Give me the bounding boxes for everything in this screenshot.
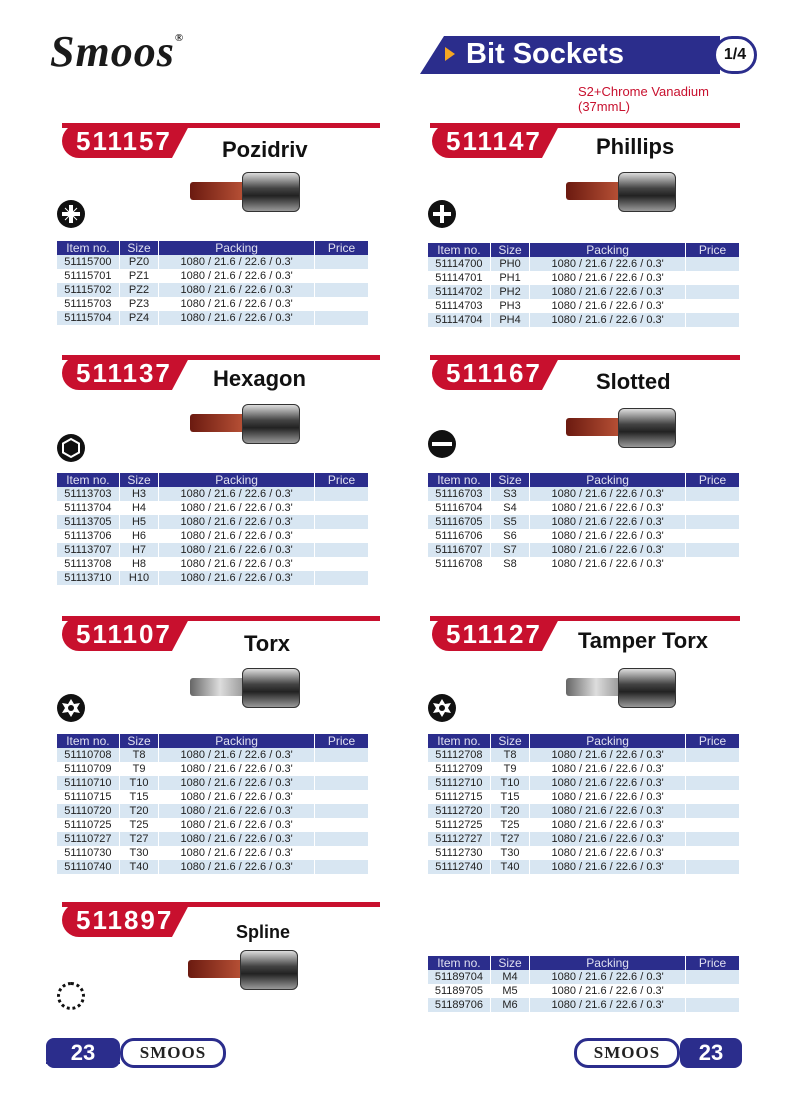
product-image (188, 950, 300, 990)
table-row (428, 557, 740, 571)
price-cell (315, 255, 369, 269)
price-cell (315, 529, 369, 543)
packing-cell: 1080 / 21.6 / 22.6 / 0.3' (530, 487, 686, 501)
item-number-cell: 51112740 (428, 860, 490, 874)
table-row (428, 846, 740, 860)
item-number-cell: 51115704 (57, 311, 119, 325)
column-header-price: Price (686, 243, 740, 257)
price-cell (315, 487, 369, 501)
table-row (428, 543, 740, 557)
packing-cell: 1080 / 21.6 / 22.6 / 0.3' (530, 543, 686, 557)
spec-table (428, 734, 740, 874)
spec-table (428, 473, 740, 571)
packing-cell: 1080 / 21.6 / 22.6 / 0.3' (530, 970, 686, 984)
size-cell: PZ4 (119, 311, 158, 325)
item-number-cell: 51112709 (428, 762, 490, 776)
table-header (57, 241, 369, 255)
price-cell (315, 543, 369, 557)
size-cell: T20 (490, 804, 529, 818)
table-row (428, 984, 740, 998)
price-cell (315, 832, 369, 846)
column-header-size: Size (119, 241, 158, 255)
table-row (428, 776, 740, 790)
packing-cell: 1080 / 21.6 / 22.6 / 0.3' (159, 283, 315, 297)
item-number-cell: 51189706 (428, 998, 490, 1012)
size-cell: H6 (119, 529, 158, 543)
size-cell: T40 (490, 860, 529, 874)
price-cell (315, 860, 369, 874)
column-header-size: Size (119, 734, 158, 748)
section-code: 511897 (62, 903, 172, 937)
packing-cell: 1080 / 21.6 / 22.6 / 0.3' (530, 846, 686, 860)
price-cell (686, 487, 740, 501)
packing-cell: 1080 / 21.6 / 22.6 / 0.3' (159, 297, 315, 311)
packing-cell: 1080 / 21.6 / 22.6 / 0.3' (159, 529, 315, 543)
table-row (428, 285, 740, 299)
spec-table (428, 956, 740, 1012)
price-cell (686, 762, 740, 776)
packing-cell: 1080 / 21.6 / 22.6 / 0.3' (530, 313, 686, 327)
size-cell: H3 (119, 487, 158, 501)
column-header-packing: Packing (530, 734, 686, 748)
table-row (428, 271, 740, 285)
price-cell (686, 285, 740, 299)
table-row (57, 543, 369, 557)
price-cell (686, 970, 740, 984)
item-number-cell: 51116708 (428, 557, 490, 571)
table-row (428, 748, 740, 762)
price-cell (686, 501, 740, 515)
table-header (428, 956, 740, 970)
packing-cell: 1080 / 21.6 / 22.6 / 0.3' (530, 860, 686, 874)
table-row (57, 804, 369, 818)
price-cell (315, 311, 369, 325)
packing-cell: 1080 / 21.6 / 22.6 / 0.3' (159, 860, 315, 874)
packing-cell: 1080 / 21.6 / 22.6 / 0.3' (530, 776, 686, 790)
item-number-cell: 51113704 (57, 501, 119, 515)
table-row (57, 515, 369, 529)
torx-icon (57, 694, 85, 722)
product-image (190, 404, 302, 444)
packing-cell: 1080 / 21.6 / 22.6 / 0.3' (530, 804, 686, 818)
table-row (57, 762, 369, 776)
packing-cell: 1080 / 21.6 / 22.6 / 0.3' (159, 515, 315, 529)
section-code: 511127 (432, 617, 542, 651)
price-cell (315, 501, 369, 515)
packing-cell: 1080 / 21.6 / 22.6 / 0.3' (159, 255, 315, 269)
table-row (57, 846, 369, 860)
slotted-icon (428, 430, 456, 458)
item-number-cell: 51112725 (428, 818, 490, 832)
table-row (428, 515, 740, 529)
item-number-cell: 51113707 (57, 543, 119, 557)
item-number-cell: 51189704 (428, 970, 490, 984)
price-cell (315, 515, 369, 529)
arrow-icon (445, 47, 455, 61)
packing-cell: 1080 / 21.6 / 22.6 / 0.3' (530, 529, 686, 543)
column-header-size: Size (119, 473, 158, 487)
size-cell: S3 (490, 487, 529, 501)
size-cell: T15 (490, 790, 529, 804)
table-row (428, 299, 740, 313)
product-image (190, 668, 302, 708)
item-number-cell: 51116705 (428, 515, 490, 529)
table-row (428, 832, 740, 846)
table-row (57, 283, 369, 297)
table-row (57, 269, 369, 283)
packing-cell: 1080 / 21.6 / 22.6 / 0.3' (159, 571, 315, 585)
packing-cell: 1080 / 21.6 / 22.6 / 0.3' (530, 271, 686, 285)
spline-icon (57, 982, 85, 1010)
size-cell: M5 (490, 984, 529, 998)
table-header (428, 473, 740, 487)
packing-cell: 1080 / 21.6 / 22.6 / 0.3' (159, 762, 315, 776)
size-cell: PZ3 (119, 297, 158, 311)
size-cell: T10 (119, 776, 158, 790)
size-cell: T8 (119, 748, 158, 762)
price-cell (315, 557, 369, 571)
packing-cell: 1080 / 21.6 / 22.6 / 0.3' (159, 776, 315, 790)
size-cell: PH4 (490, 313, 529, 327)
column-header-packing: Packing (159, 473, 315, 487)
packing-cell: 1080 / 21.6 / 22.6 / 0.3' (159, 501, 315, 515)
item-number-cell: 51112730 (428, 846, 490, 860)
item-number-cell: 51115701 (57, 269, 119, 283)
section-code: 511107 (62, 617, 172, 651)
section-name: Hexagon (213, 366, 306, 391)
subtitle: S2+Chrome Vanadium (37mmL) (578, 84, 709, 114)
packing-cell: 1080 / 21.6 / 22.6 / 0.3' (159, 748, 315, 762)
size-cell: T40 (119, 860, 158, 874)
item-number-cell: 51112727 (428, 832, 490, 846)
spec-table (57, 734, 369, 874)
column-header-packing: Packing (159, 241, 315, 255)
table-row (57, 748, 369, 762)
section-code: 511167 (432, 356, 542, 390)
item-number-cell: 51110740 (57, 860, 119, 874)
column-header-item: Item no. (57, 734, 119, 748)
product-image (566, 408, 678, 448)
product-image (566, 172, 678, 212)
item-number-cell: 51116707 (428, 543, 490, 557)
packing-cell: 1080 / 21.6 / 22.6 / 0.3' (159, 818, 315, 832)
size-cell: H5 (119, 515, 158, 529)
packing-cell: 1080 / 21.6 / 22.6 / 0.3' (530, 515, 686, 529)
column-header-size: Size (490, 473, 529, 487)
column-header-price: Price (686, 734, 740, 748)
section-name: Spline (236, 922, 291, 942)
packing-cell: 1080 / 21.6 / 22.6 / 0.3' (530, 790, 686, 804)
price-cell (686, 313, 740, 327)
spec-table (57, 241, 369, 325)
packing-cell: 1080 / 21.6 / 22.6 / 0.3' (159, 804, 315, 818)
size-cell: T25 (490, 818, 529, 832)
size-cell: S8 (490, 557, 529, 571)
page-indicator: 1/4 (713, 36, 757, 74)
size-cell: S7 (490, 543, 529, 557)
price-cell (315, 846, 369, 860)
item-number-cell: 51112715 (428, 790, 490, 804)
table-row (428, 313, 740, 327)
table-row (57, 255, 369, 269)
pozidriv-icon (57, 200, 85, 228)
item-number-cell: 51110725 (57, 818, 119, 832)
item-number-cell: 51114702 (428, 285, 490, 299)
price-cell (315, 571, 369, 585)
item-number-cell: 51114703 (428, 299, 490, 313)
price-cell (315, 790, 369, 804)
table-row (428, 970, 740, 984)
price-cell (315, 748, 369, 762)
item-number-cell: 51110720 (57, 804, 119, 818)
column-header-item: Item no. (428, 734, 490, 748)
packing-cell: 1080 / 21.6 / 22.6 / 0.3' (530, 501, 686, 515)
column-header-item: Item no. (428, 473, 490, 487)
column-header-packing: Packing (530, 956, 686, 970)
packing-cell: 1080 / 21.6 / 22.6 / 0.3' (530, 762, 686, 776)
price-cell (686, 543, 740, 557)
price-cell (686, 257, 740, 271)
size-cell: PZ2 (119, 283, 158, 297)
spec-table (57, 473, 369, 585)
table-row (428, 501, 740, 515)
table-row (57, 832, 369, 846)
table-row (428, 487, 740, 501)
table-row (428, 790, 740, 804)
item-number-cell: 51116704 (428, 501, 490, 515)
item-number-cell: 51113710 (57, 571, 119, 585)
item-number-cell: 51110715 (57, 790, 119, 804)
table-header (57, 734, 369, 748)
column-header-price: Price (315, 473, 369, 487)
column-header-price: Price (315, 241, 369, 255)
product-image (566, 668, 678, 708)
price-cell (686, 271, 740, 285)
section-code: 511137 (62, 356, 172, 390)
packing-cell: 1080 / 21.6 / 22.6 / 0.3' (530, 998, 686, 1012)
item-number-cell: 51110727 (57, 832, 119, 846)
price-cell (686, 804, 740, 818)
table-row (57, 818, 369, 832)
column-header-packing: Packing (159, 734, 315, 748)
size-cell: H10 (119, 571, 158, 585)
price-cell (686, 846, 740, 860)
table-header (57, 473, 369, 487)
brand-logo: Smoos® (50, 27, 185, 76)
table-row (428, 762, 740, 776)
price-cell (315, 776, 369, 790)
item-number-cell: 51112720 (428, 804, 490, 818)
size-cell: PH0 (490, 257, 529, 271)
price-cell (315, 818, 369, 832)
column-header-price: Price (315, 734, 369, 748)
table-row (57, 501, 369, 515)
item-number-cell: 51113706 (57, 529, 119, 543)
hexagon-icon (57, 434, 85, 462)
price-cell (315, 762, 369, 776)
table-row (57, 776, 369, 790)
column-header-item: Item no. (428, 956, 490, 970)
size-cell: PH2 (490, 285, 529, 299)
table-header (428, 243, 740, 257)
section-name: Pozidriv (222, 137, 308, 162)
page-number: 23 (46, 1038, 120, 1068)
item-number-cell: 51114700 (428, 257, 490, 271)
packing-cell: 1080 / 21.6 / 22.6 / 0.3' (159, 487, 315, 501)
table-row (57, 487, 369, 501)
table-row (57, 860, 369, 874)
price-cell (686, 557, 740, 571)
item-number-cell: 51112708 (428, 748, 490, 762)
size-cell: T27 (490, 832, 529, 846)
packing-cell: 1080 / 21.6 / 22.6 / 0.3' (530, 748, 686, 762)
packing-cell: 1080 / 21.6 / 22.6 / 0.3' (159, 543, 315, 557)
size-cell: PH3 (490, 299, 529, 313)
size-cell: T30 (490, 846, 529, 860)
column-header-item: Item no. (428, 243, 490, 257)
size-cell: S5 (490, 515, 529, 529)
size-cell: T10 (490, 776, 529, 790)
table-row (57, 297, 369, 311)
item-number-cell: 51115702 (57, 283, 119, 297)
price-cell (686, 776, 740, 790)
item-number-cell: 51116703 (428, 487, 490, 501)
size-cell: H4 (119, 501, 158, 515)
column-header-size: Size (490, 956, 529, 970)
item-number-cell: 51116706 (428, 529, 490, 543)
table-row (57, 557, 369, 571)
size-cell: S6 (490, 529, 529, 543)
table-row (57, 311, 369, 325)
column-header-packing: Packing (530, 243, 686, 257)
item-number-cell: 51110730 (57, 846, 119, 860)
size-cell: M4 (490, 970, 529, 984)
price-cell (315, 283, 369, 297)
phillips-icon (428, 200, 456, 228)
packing-cell: 1080 / 21.6 / 22.6 / 0.3' (159, 311, 315, 325)
section-name: Phillips (596, 134, 675, 159)
table-row (57, 790, 369, 804)
price-cell (686, 984, 740, 998)
table-row (428, 998, 740, 1012)
section-name: Torx (244, 631, 291, 656)
packing-cell: 1080 / 21.6 / 22.6 / 0.3' (530, 832, 686, 846)
price-cell (686, 832, 740, 846)
table-row (428, 818, 740, 832)
size-cell: T20 (119, 804, 158, 818)
price-cell (686, 529, 740, 543)
column-header-price: Price (686, 473, 740, 487)
footer-logo: SMOOS (120, 1038, 226, 1068)
size-cell: T9 (490, 762, 529, 776)
item-number-cell: 51110709 (57, 762, 119, 776)
size-cell: PZ1 (119, 269, 158, 283)
size-cell: H7 (119, 543, 158, 557)
footer-logo: SMOOS (574, 1038, 680, 1068)
packing-cell: 1080 / 21.6 / 22.6 / 0.3' (530, 299, 686, 313)
packing-cell: 1080 / 21.6 / 22.6 / 0.3' (159, 269, 315, 283)
price-cell (686, 299, 740, 313)
table-row (57, 571, 369, 585)
table-row (428, 257, 740, 271)
size-cell: T15 (119, 790, 158, 804)
price-cell (686, 515, 740, 529)
column-header-price: Price (686, 956, 740, 970)
size-cell: H8 (119, 557, 158, 571)
item-number-cell: 51112710 (428, 776, 490, 790)
item-number-cell: 51113703 (57, 487, 119, 501)
column-header-item: Item no. (57, 241, 119, 255)
item-number-cell: 51115703 (57, 297, 119, 311)
table-row (428, 529, 740, 543)
column-header-size: Size (490, 243, 529, 257)
packing-cell: 1080 / 21.6 / 22.6 / 0.3' (530, 818, 686, 832)
item-number-cell: 51115700 (57, 255, 119, 269)
column-header-packing: Packing (530, 473, 686, 487)
size-cell: M6 (490, 998, 529, 1012)
size-cell: T30 (119, 846, 158, 860)
spec-table (428, 243, 740, 327)
section-code: 511157 (62, 124, 172, 158)
packing-cell: 1080 / 21.6 / 22.6 / 0.3' (159, 832, 315, 846)
size-cell: T9 (119, 762, 158, 776)
packing-cell: 1080 / 21.6 / 22.6 / 0.3' (530, 557, 686, 571)
section-code: 511147 (432, 124, 542, 158)
item-number-cell: 51114701 (428, 271, 490, 285)
packing-cell: 1080 / 21.6 / 22.6 / 0.3' (530, 285, 686, 299)
size-cell: T25 (119, 818, 158, 832)
page-title: Bit Sockets (466, 38, 624, 70)
item-number-cell: 51114704 (428, 313, 490, 327)
price-cell (315, 269, 369, 283)
price-cell (315, 804, 369, 818)
item-number-cell: 51113705 (57, 515, 119, 529)
column-header-size: Size (490, 734, 529, 748)
packing-cell: 1080 / 21.6 / 22.6 / 0.3' (159, 557, 315, 571)
packing-cell: 1080 / 21.6 / 22.6 / 0.3' (530, 984, 686, 998)
item-number-cell: 51110708 (57, 748, 119, 762)
size-cell: PZ0 (119, 255, 158, 269)
price-cell (315, 297, 369, 311)
column-header-item: Item no. (57, 473, 119, 487)
page-number: 23 (680, 1038, 742, 1068)
table-header (428, 734, 740, 748)
item-number-cell: 51113708 (57, 557, 119, 571)
section-name: Tamper Torx (578, 628, 708, 653)
packing-cell: 1080 / 21.6 / 22.6 / 0.3' (530, 257, 686, 271)
price-cell (686, 818, 740, 832)
item-number-cell: 51189705 (428, 984, 490, 998)
size-cell: T8 (490, 748, 529, 762)
price-cell (686, 998, 740, 1012)
size-cell: S4 (490, 501, 529, 515)
item-number-cell: 51110710 (57, 776, 119, 790)
price-cell (686, 748, 740, 762)
packing-cell: 1080 / 21.6 / 22.6 / 0.3' (159, 790, 315, 804)
size-cell: T27 (119, 832, 158, 846)
tamper-torx-icon (428, 694, 456, 722)
table-row (428, 860, 740, 874)
price-cell (686, 790, 740, 804)
packing-cell: 1080 / 21.6 / 22.6 / 0.3' (159, 846, 315, 860)
product-image (190, 172, 302, 212)
table-row (428, 804, 740, 818)
size-cell: PH1 (490, 271, 529, 285)
price-cell (686, 860, 740, 874)
table-row (57, 529, 369, 543)
section-name: Slotted (596, 369, 671, 394)
